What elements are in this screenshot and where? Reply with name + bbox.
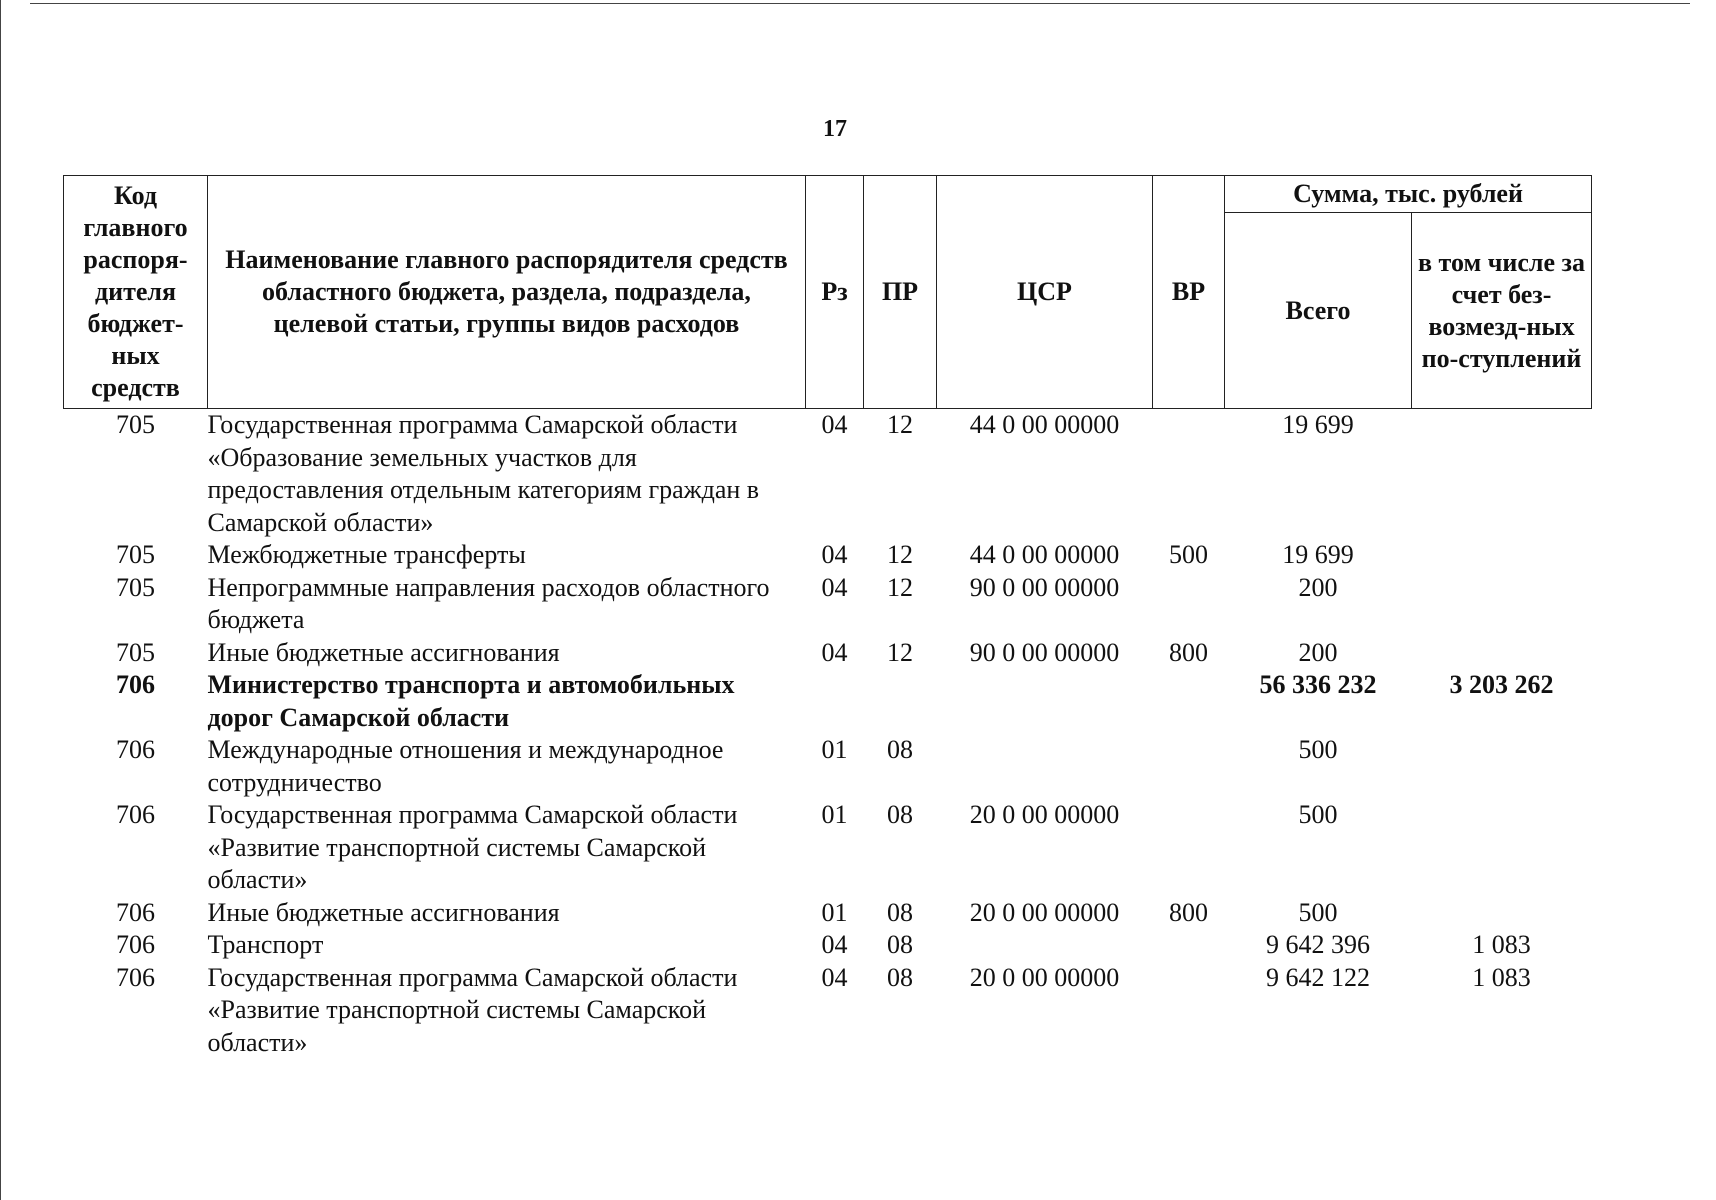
cell-total: 500 bbox=[1298, 800, 1338, 829]
cell-pr: 08 bbox=[887, 962, 913, 992]
cell-vr: 800 bbox=[1169, 897, 1208, 927]
cell-rz: 04 bbox=[821, 930, 848, 959]
header-pr: ПР bbox=[864, 176, 937, 409]
cell-pr: 08 bbox=[887, 930, 913, 959]
cell-rz: 04 bbox=[821, 962, 848, 992]
cell-csr: 90 0 00 00000 bbox=[969, 637, 1120, 667]
cell-csr: 20 0 00 00000 bbox=[969, 897, 1120, 927]
cell-name: Государственная программа Самарской области «Развитие транспортной системы Самарской области» bbox=[207, 800, 738, 894]
cell-gratis: 3 203 262 bbox=[1449, 670, 1554, 699]
cell-gratis bbox=[1412, 572, 1592, 637]
cell-vr bbox=[1153, 572, 1225, 637]
table-row bbox=[64, 962, 1592, 1060]
cell-name: Государственная программа Самарской области «Образование земельных участков для предоставления отдельным категориям граждан в Самарской области» bbox=[207, 410, 760, 537]
cell-pr: 12 bbox=[887, 637, 913, 667]
cell-pr: 08 bbox=[887, 897, 913, 927]
cell-gratis: 1 083 bbox=[1472, 930, 1531, 959]
table-row bbox=[64, 799, 1592, 897]
cell-vr bbox=[1153, 929, 1225, 962]
cell-rz: 01 bbox=[821, 897, 848, 927]
cell-code: 706 bbox=[116, 735, 155, 764]
cell-code: 705 bbox=[116, 410, 155, 439]
cell-code: 706 bbox=[116, 897, 155, 927]
cell-total: 19 699 bbox=[1282, 540, 1354, 569]
cell-name: Транспорт bbox=[207, 930, 324, 959]
table-row bbox=[64, 539, 1592, 572]
cell-vr: 800 bbox=[1169, 637, 1208, 667]
header-total: Всего bbox=[1225, 213, 1412, 409]
cell-rz: 04 bbox=[821, 637, 848, 667]
cell-vr bbox=[1153, 409, 1225, 540]
cell-code: 706 bbox=[116, 962, 155, 992]
cell-name: Международные отношения и международное сотрудничество bbox=[207, 735, 724, 797]
header-code: Код главного распоря-дителя бюджет-ных средств bbox=[64, 176, 208, 409]
cell-pr: 12 bbox=[887, 540, 913, 569]
cell-gratis bbox=[1412, 799, 1592, 897]
cell-rz: 01 bbox=[821, 735, 848, 764]
cell-total: 200 bbox=[1298, 572, 1338, 602]
cell-csr bbox=[937, 734, 1153, 799]
cell-csr bbox=[937, 929, 1153, 962]
table-row bbox=[64, 734, 1592, 799]
table-header bbox=[64, 176, 1592, 409]
budget-table bbox=[63, 175, 1592, 1059]
cell-name: Иные бюджетные ассигнования bbox=[207, 897, 560, 927]
cell-name: Межбюджетные трансферты bbox=[207, 540, 526, 569]
header-name: Наименование главного распорядителя средств областного бюджета, раздела, подраздела, целевой статьи, группы видов расходов bbox=[208, 176, 806, 409]
cell-total: 56 336 232 bbox=[1259, 670, 1377, 699]
cell-total: 500 bbox=[1298, 897, 1338, 927]
cell-total: 200 bbox=[1298, 637, 1338, 667]
cell-name: Министерство транспорта и автомобильных дорог Самарской области bbox=[207, 670, 735, 732]
cell-total: 9 642 122 bbox=[1266, 962, 1370, 992]
cell-pr: 08 bbox=[887, 735, 913, 764]
cell-rz: 04 bbox=[821, 572, 848, 602]
cell-rz: 04 bbox=[821, 540, 848, 569]
header-vr: ВР bbox=[1153, 176, 1225, 409]
sheet-edge-left bbox=[0, 0, 1, 1200]
cell-code: 706 bbox=[116, 800, 155, 829]
cell-name: Государственная программа Самарской области «Развитие транспортной системы Самарской области» bbox=[207, 962, 738, 1057]
header-rz: Рз bbox=[806, 176, 864, 409]
sheet-edge-top bbox=[30, 3, 1690, 4]
cell-csr: 20 0 00 00000 bbox=[969, 962, 1120, 992]
cell-code: 705 bbox=[116, 540, 155, 569]
table-row bbox=[64, 409, 1592, 540]
table-row bbox=[64, 897, 1592, 930]
header-gratis: в том числе за счет без-возмезд-ных по-ступлений bbox=[1412, 213, 1592, 409]
cell-pr: 12 bbox=[887, 410, 913, 439]
table-row bbox=[64, 637, 1592, 670]
cell-rz bbox=[806, 669, 864, 734]
cell-rz: 01 bbox=[821, 800, 848, 829]
cell-vr bbox=[1153, 734, 1225, 799]
cell-csr: 20 0 00 00000 bbox=[969, 800, 1120, 829]
cell-pr: 08 bbox=[887, 800, 913, 829]
cell-name: Непрограммные направления расходов областного бюджета bbox=[207, 572, 770, 634]
cell-vr bbox=[1153, 669, 1225, 734]
cell-gratis bbox=[1412, 637, 1592, 670]
table-row bbox=[64, 572, 1592, 637]
cell-csr: 44 0 00 00000 bbox=[969, 410, 1120, 439]
cell-total: 500 bbox=[1298, 735, 1338, 764]
header-sum-group: Сумма, тыс. рублей bbox=[1225, 176, 1592, 213]
cell-gratis bbox=[1412, 734, 1592, 799]
cell-csr: 90 0 00 00000 bbox=[969, 572, 1120, 602]
cell-gratis bbox=[1412, 409, 1592, 540]
cell-rz: 04 bbox=[821, 410, 848, 439]
cell-csr: 44 0 00 00000 bbox=[969, 540, 1120, 569]
table-row bbox=[64, 929, 1592, 962]
cell-gratis: 1 083 bbox=[1472, 962, 1531, 992]
cell-vr bbox=[1153, 962, 1225, 1060]
table-row bbox=[64, 669, 1592, 734]
cell-pr bbox=[864, 669, 937, 734]
cell-name: Иные бюджетные ассигнования bbox=[207, 637, 560, 667]
cell-gratis bbox=[1412, 539, 1592, 572]
cell-csr bbox=[937, 669, 1153, 734]
cell-code: 706 bbox=[116, 670, 155, 699]
cell-total: 9 642 396 bbox=[1266, 930, 1370, 959]
cell-code: 705 bbox=[116, 637, 155, 667]
cell-pr: 12 bbox=[887, 572, 913, 602]
table-body bbox=[64, 409, 1592, 1060]
cell-vr bbox=[1153, 799, 1225, 897]
cell-code: 706 bbox=[116, 930, 155, 959]
cell-vr: 500 bbox=[1169, 540, 1208, 569]
cell-gratis bbox=[1412, 897, 1592, 930]
cell-code: 705 bbox=[116, 572, 155, 602]
page-number: 17 bbox=[823, 116, 847, 142]
cell-total: 19 699 bbox=[1282, 410, 1354, 439]
header-csr: ЦСР bbox=[937, 176, 1153, 409]
